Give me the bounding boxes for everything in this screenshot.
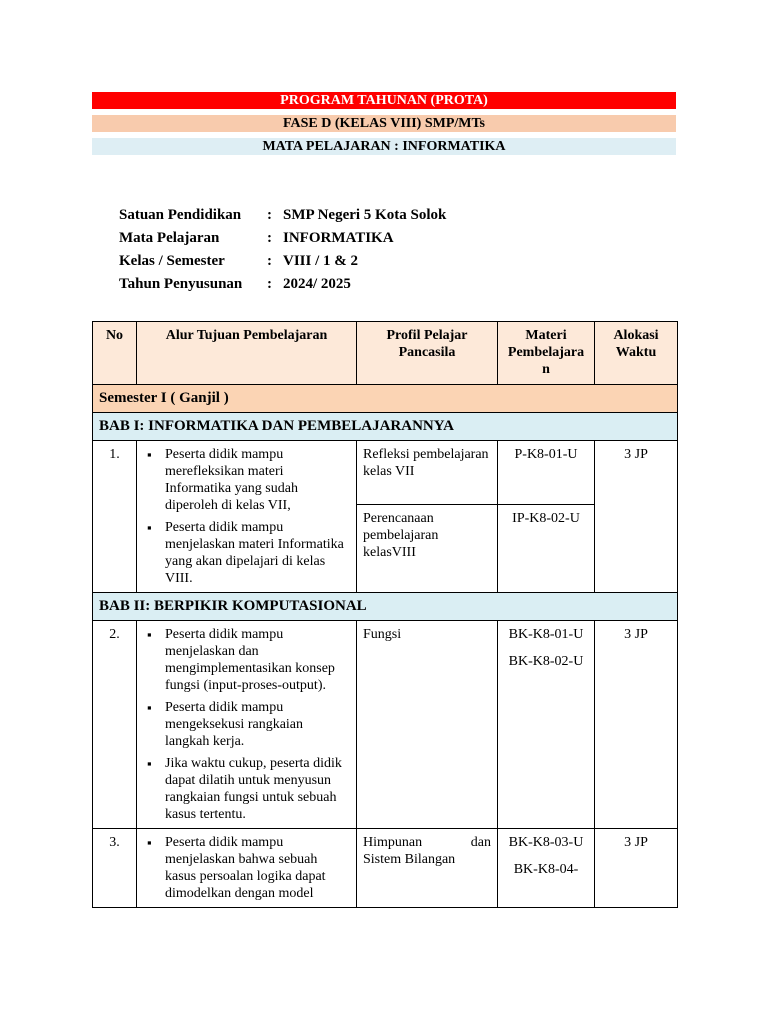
info-separator: : (267, 230, 272, 246)
learning-goals-cell (137, 441, 357, 593)
header-no: No (93, 322, 137, 385)
header-atp: Alur Tujuan Pembelajaran (137, 322, 357, 385)
info-value: VIII / 1 & 2 (283, 253, 359, 269)
phase-banner: FASE D (KELAS VIII) SMP/MTs (92, 115, 676, 132)
profil-cell (357, 829, 498, 908)
chapter-row (93, 593, 678, 621)
info-separator: : (267, 253, 272, 269)
allocation-cell: 3 JP (595, 441, 678, 593)
profil-cell: Fungsi (357, 621, 498, 829)
materi-code: P-K8-01-U (498, 441, 595, 505)
info-value: SMP Negeri 5 Kota Solok (283, 207, 447, 223)
identity-block (119, 204, 446, 296)
learning-goals-cell (137, 621, 357, 829)
header-profil: Profil Pelajar Pancasila (357, 322, 498, 385)
info-value: 2024/ 2025 (283, 276, 351, 292)
semester-row (93, 385, 678, 413)
header-alokasi: Alokasi Waktu (595, 322, 678, 385)
materi-cell (498, 621, 595, 829)
materi-code: BK-K8-04- (513, 862, 579, 877)
header-materi: Materi Pembelajara n (498, 322, 595, 385)
info-separator: : (267, 276, 272, 292)
profil-text-line: Himpunan dan (363, 835, 491, 850)
chapter-title: BAB II: BERPIKIR KOMPUTASIONAL (93, 593, 678, 621)
allocation-cell: 3 JP (595, 829, 678, 908)
list-item: ▪ Peserta didik mampu menjelaskan bahwa sebuah kasus persoalan logika dapat dimodelkan dengan model (165, 834, 350, 902)
list-item: ▪ Peserta didik mampu merefleksikan materi Informatika yang sudah diperoleh di kelas VII, (165, 446, 350, 514)
info-row-school (119, 204, 446, 227)
materi-code: BK-K8-03-U (508, 835, 584, 850)
list-item: ▪ Peserta didik mampu menjelaskan dan mengimplementasikan konsep fungsi (input-proses-output). (165, 626, 350, 694)
materi-code: BK-K8-01-U (508, 627, 584, 642)
info-row-subject (119, 227, 446, 250)
profil-text-line: Sistem Bilangan (363, 852, 456, 867)
learning-goals-cell (137, 829, 357, 908)
table-header-row (93, 322, 678, 385)
info-label: Kelas / Semester (119, 253, 225, 269)
profil-cell: Perencanaan pembelajaran kelasVIII (357, 504, 498, 592)
subject-banner: MATA PELAJARAN : INFORMATIKA (92, 138, 676, 155)
list-item: ▪ Peserta didik mampu mengeksekusi rangkaian langkah kerja. (165, 699, 350, 750)
info-row-class (119, 250, 446, 273)
list-item: ▪ Jika waktu cukup, peserta didik dapat dilatih untuk menyusun rangkaian fungsi untuk sebuah kasus tertentu. (165, 755, 350, 823)
table-row (93, 621, 678, 829)
info-separator: : (267, 207, 272, 223)
table-row (93, 441, 678, 505)
prota-table (92, 321, 678, 908)
document-title-banner: PROGRAM TAHUNAN (PROTA) (92, 92, 676, 109)
info-value: INFORMATIKA (283, 230, 394, 246)
chapter-title: BAB I: INFORMATIKA DAN PEMBELAJARANNYA (93, 413, 678, 441)
semester-label: Semester I ( Ganjil ) (93, 385, 678, 413)
info-label: Satuan Pendidikan (119, 207, 242, 223)
table-row (93, 829, 678, 908)
info-label: Tahun Penyusunan (119, 276, 243, 292)
list-item: ▪ Peserta didik mampu menjelaskan materi Informatika yang akan dipelajari di kelas VIII. (165, 519, 350, 587)
row-number: 3. (93, 829, 137, 908)
materi-code: BK-K8-02-U (508, 654, 584, 669)
info-label: Mata Pelajaran (119, 230, 220, 246)
row-number: 1. (93, 441, 137, 593)
info-row-year (119, 273, 446, 296)
profil-cell: Refleksi pembelajaran kelas VII (357, 441, 498, 505)
materi-code: IP-K8-02-U (498, 504, 595, 592)
row-number: 2. (93, 621, 137, 829)
allocation-cell: 3 JP (595, 621, 678, 829)
chapter-row (93, 413, 678, 441)
materi-cell (498, 829, 595, 908)
